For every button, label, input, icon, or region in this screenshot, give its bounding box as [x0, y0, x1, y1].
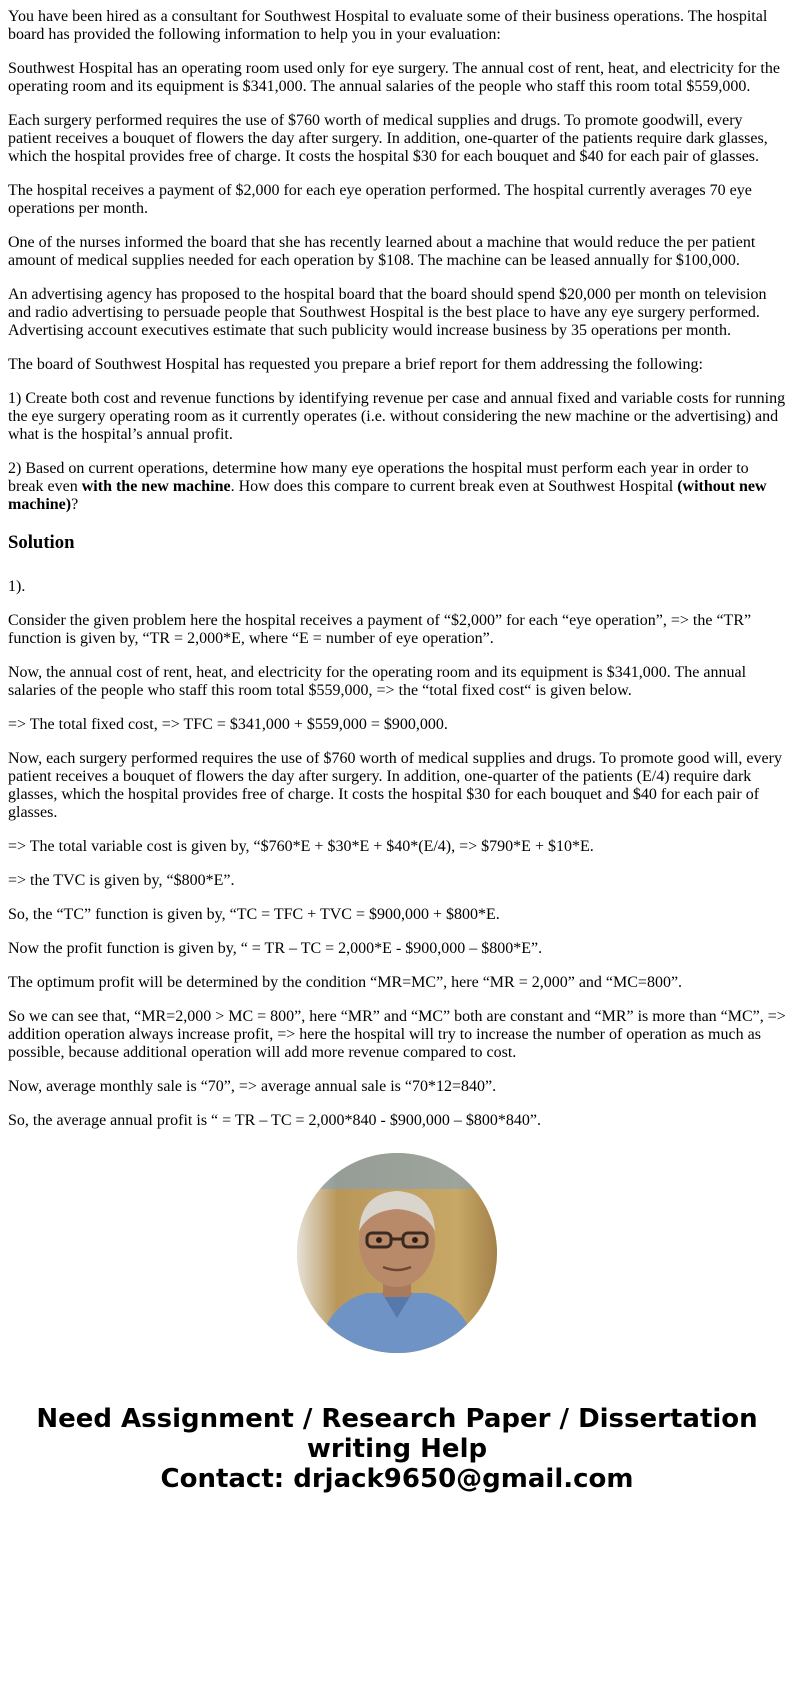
solution-optimum: The optimum profit will be determined by the condition “MR=MC”, here “MR = 2,000” and “MC=800”. — [8, 974, 683, 991]
solution-step-number: 1). — [8, 578, 26, 595]
question-fixed-costs: Southwest Hospital has an operating room used only for eye surgery. The annual cost of rent, heat, and electricity for the operating room and its equipment is $341,000. The annual salaries of the people who staff this room total $559,000. — [8, 60, 780, 95]
solution-tvc-calc: => The total variable cost is given by, “$760*E + $30*E + $40*(E/4), => $790*E + $10*E. — [8, 838, 594, 855]
question-part-2-bold-b: (without new machine) — [8, 478, 767, 513]
question-intro: You have been hired as a consultant for Southwest Hospital to evaluate some of their business operations. The hospital board has provided the following information to help you in your evaluation: — [8, 8, 768, 43]
solution-tc: So, the “TC” function is given by, “TC = TFC + TVC = $900,000 + $800*E. — [8, 906, 500, 923]
question-part-2-text-a: 2) Based on current operations, determine how many eye operations the hospital must perform each year in order to break even — [8, 460, 749, 495]
question-part-2-text-c: ? — [71, 496, 79, 513]
question-revenue: The hospital receives a payment of $2,000 for each eye operation performed. The hospital currently averages 70 eye operations per month. — [8, 182, 752, 217]
promo-contact: Contact: drjack9650@gmail.com — [160, 1464, 634, 1494]
avatar — [297, 1153, 497, 1353]
question-request: The board of Southwest Hospital has requested you prepare a brief report for them addressing the following: — [8, 356, 703, 373]
question-part-2-text-b: . How does this compare to current break even at Southwest Hospital — [230, 478, 678, 495]
solution-tr: Consider the given problem here the hospital receives a payment of “$2,000” for each “eye operation”, => the “TR” function is given by, “TR = 2,000*E, where “E = number of eye operation”. — [8, 612, 752, 647]
promo-heading: Need Assignment / Research Paper / Dissertation writing Help — [36, 1404, 758, 1464]
solution-fixed-intro: Now, the annual cost of rent, heat, and electricity for the operating room and its equipment is $341,000. The annual salaries of the people who staff this room total $559,000, => the “total fixed cost“ is given below. — [8, 664, 747, 699]
question-variable-costs: Each surgery performed requires the use of $760 worth of medical supplies and drugs. To promote goodwill, every patient receives a bouquet of flowers the day after surgery. In addition, one-quarter of the patients require dark glasses, which the hospital provides free of charge. It costs the hospital $30 for each bouquet and $40 for each pair of glasses. — [8, 112, 768, 165]
solution-mr-mc: So we can see that, “MR=2,000 > MC = 800”, here “MR” and “MC” both are constant and “MR” is more than “MC”, => addition operation always increase profit, => here the hospital will try to increase the number of operation as much as possible, because additional operation will add more revenue compared to cost. — [8, 1008, 786, 1061]
solution-heading: Solution — [8, 532, 75, 553]
solution-body — [8, 570, 786, 1692]
question-advertising: An advertising agency has proposed to the hospital board that the board should spend $20,000 per month on television and radio advertising to persuade people that Southwest Hospital is the best place to have any eye surgery performed. Advertising account executives estimate that such publicity would increase business by 35 operations per month. — [8, 286, 767, 339]
question-part-2-bold-a: with the new machine — [81, 478, 231, 495]
solution-tfc: => The total fixed cost, => TFC = $341,000 + $559,000 = $900,000. — [8, 716, 448, 733]
question-part-1: 1) Create both cost and revenue functions by identifying revenue per case and annual fixed and variable costs for running the eye surgery operating room as it currently operates (i.e. without considering the new machine or the advertising) and what is the hospital’s annual profit. — [8, 390, 786, 443]
solution-variable-intro: Now, each surgery performed requires the use of $760 worth of medical supplies and drugs. To promote good will, every patient receives a bouquet of flowers the day after surgery. In addition, one-quarter of the patients (E/4) require dark glasses, which the hospital provides free of charge. It costs the hospital $30 for each bouquet and $40 for each pair of glasses. — [8, 750, 782, 821]
solution-profit-function: Now the profit function is given by, “ = TR – TC = 2,000*E - $900,000 – $800*E”. — [8, 940, 543, 957]
question-machine: One of the nurses informed the board that she has recently learned about a machine that would reduce the per patient amount of medical supplies needed for each operation by $108. The machine can be leased annually for $100,000. — [8, 234, 756, 269]
solution-tvc: => the TVC is given by, “$800*E”. — [8, 872, 235, 889]
solution-annual-sale: Now, average monthly sale is “70”, => average annual sale is “70*12=840”. — [8, 1078, 497, 1095]
solution-annual-profit: So, the average annual profit is “ = TR – TC = 2,000*840 - $900,000 – $800*840”. — [8, 1112, 541, 1129]
avatar-portrait — [297, 1153, 497, 1353]
question-part-2 — [8, 460, 786, 514]
